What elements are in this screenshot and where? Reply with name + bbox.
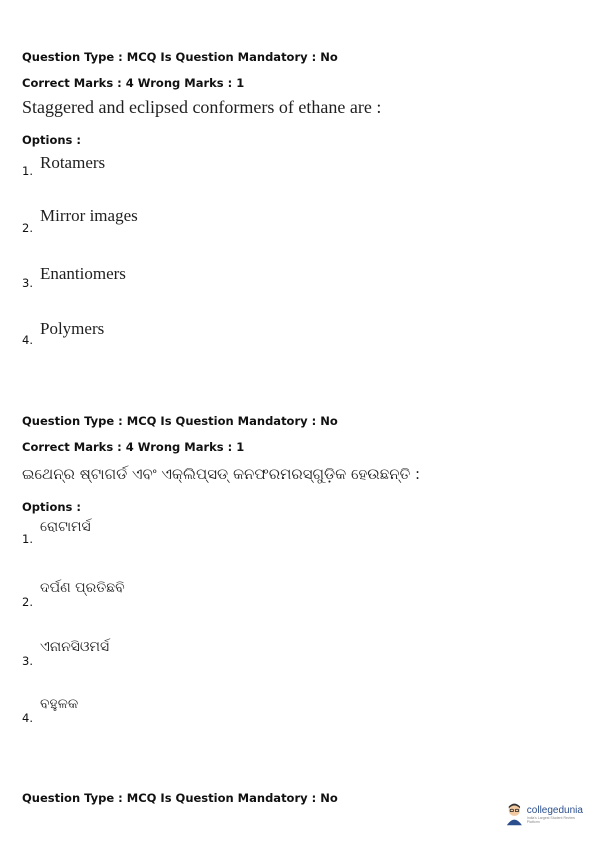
q2-question-type: Question Type : MCQ Is Question Mandatory : No bbox=[22, 414, 338, 428]
q1-option-3-text[interactable]: Enantiomers bbox=[40, 264, 126, 283]
q2-option-4-text[interactable]: ବହୁଳକ bbox=[40, 696, 79, 712]
q2-option-2-text[interactable]: ଦର୍ପଣ ପ୍ରତିଛବି bbox=[40, 580, 125, 596]
q2-marks: Correct Marks : 4 Wrong Marks : 1 bbox=[22, 440, 245, 454]
q1-option-3-number: 3. bbox=[22, 276, 33, 290]
q1-question-type: Question Type : MCQ Is Question Mandatory : No bbox=[22, 50, 338, 64]
q1-option-2-text[interactable]: Mirror images bbox=[40, 206, 138, 225]
q2-options-label: Options : bbox=[22, 500, 81, 514]
student-avatar-icon bbox=[505, 802, 524, 826]
q1-question-text: Staggered and eclipsed conformers of ethane are : bbox=[22, 97, 382, 117]
q1-option-1-text[interactable]: Rotamers bbox=[40, 153, 106, 172]
q2-option-2-number: 2. bbox=[22, 595, 33, 609]
q2-option-1-number: 1. bbox=[22, 532, 33, 546]
q1-option-2-number: 2. bbox=[22, 221, 33, 235]
collegedunia-logo bbox=[505, 800, 585, 828]
q2-option-3-number: 3. bbox=[22, 654, 33, 668]
q2-option-1-text[interactable]: ରୋଟାମର୍ସ bbox=[40, 519, 91, 535]
q1-options-label: Options : bbox=[22, 133, 81, 147]
q1-option-1-number: 1. bbox=[22, 164, 33, 178]
q2-option-4-number: 4. bbox=[22, 711, 33, 725]
q1-option-4-number: 4. bbox=[22, 333, 33, 347]
q2-option-3-text[interactable]: ଏନାନସିଓମର୍ସ bbox=[40, 639, 110, 655]
logo-brand-text: collegedunia bbox=[526, 804, 583, 816]
logo-tagline: India's Largest Student Review Platform bbox=[526, 815, 575, 824]
q1-option-4-text[interactable]: Polymers bbox=[40, 319, 105, 338]
q2-question-text: ଇଥେନ୍‌ର ଷ୍ଟାଗର୍ଡ ଏବଂ ଏକ୍ଲିପ୍ସଡ୍ କନଫରମରସ୍‌ଗୁଡ଼ିକ ହେଉଛନ୍ତି : bbox=[22, 465, 421, 483]
q3-question-type: Question Type : MCQ Is Question Mandatory : No bbox=[22, 791, 338, 805]
q1-marks: Correct Marks : 4 Wrong Marks : 1 bbox=[22, 76, 245, 90]
